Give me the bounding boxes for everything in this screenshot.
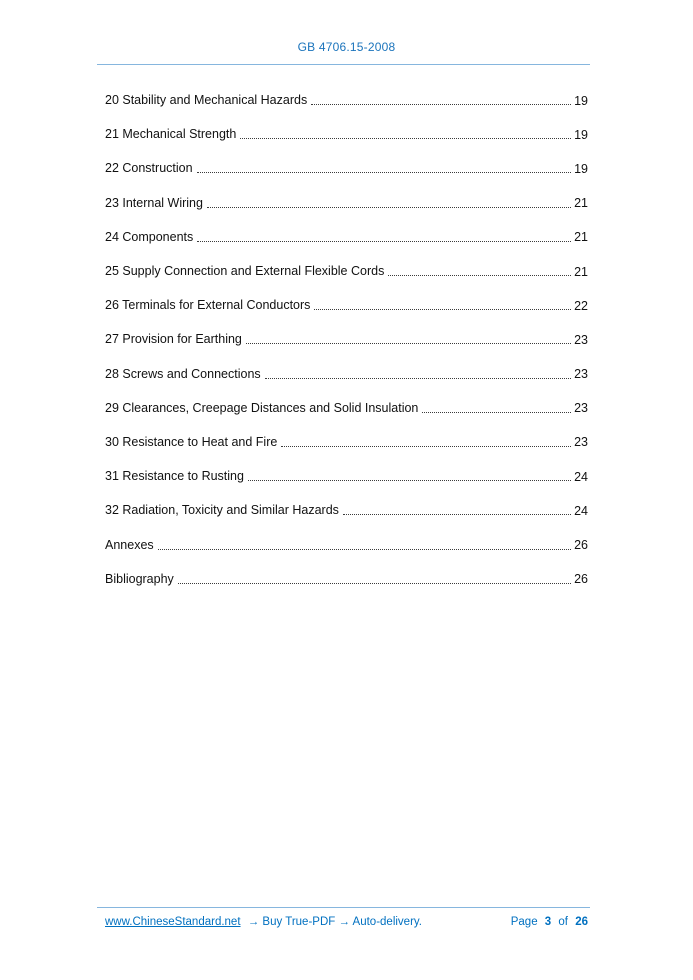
toc-entry-title: 24 Components: [105, 229, 194, 244]
toc-entry-title: 32 Radiation, Toxicity and Similar Hazards: [105, 503, 339, 518]
toc-entry-title: 23 Internal Wiring: [105, 195, 203, 210]
toc-entry-title: 29 Clearances, Creepage Distances and Solid Insulation: [105, 400, 419, 415]
page-total: 26: [575, 916, 588, 928]
toc-entry-title: 25 Supply Connection and External Flexible Cords: [105, 264, 385, 279]
toc-entry-title: Bibliography: [105, 571, 174, 586]
toc-entry-page: 22: [574, 298, 588, 313]
toc-entry-page: 23: [574, 401, 588, 416]
header-divider: [97, 64, 590, 65]
toc-entry-page: 21: [574, 196, 588, 211]
toc-entry-32: [105, 493, 588, 527]
toc-entry-page: 23: [574, 435, 588, 450]
dot-leader: [388, 275, 571, 276]
toc-entry-22: [105, 151, 588, 185]
toc-entry-title: 27 Provision for Earthing: [105, 332, 242, 347]
footer-tagline: [105, 916, 422, 928]
table-of-contents: [105, 83, 588, 596]
page-current: 3: [544, 916, 552, 928]
footer-tagline-text: → Buy True-PDF → Auto-delivery.: [247, 916, 422, 928]
toc-entry-23: [105, 186, 588, 220]
dot-leader: [158, 549, 571, 550]
toc-entry-29: [105, 391, 588, 425]
dot-leader: [197, 241, 571, 242]
dot-leader: [197, 172, 572, 173]
toc-entry-page: 23: [574, 367, 588, 382]
toc-entry-21: [105, 117, 588, 151]
toc-entry-title: 28 Screws and Connections: [105, 366, 261, 381]
toc-entry-page: 21: [574, 264, 588, 279]
dot-leader: [343, 514, 571, 515]
page-label: Page: [510, 916, 538, 928]
toc-entry-page: 19: [574, 161, 588, 176]
toc-entry-page: 21: [574, 230, 588, 245]
toc-entry-30: [105, 425, 588, 459]
toc-entry-bibliography: [105, 562, 588, 596]
dot-leader: [246, 343, 571, 344]
toc-entry-page: 23: [574, 332, 588, 347]
of-label: of: [558, 916, 568, 928]
toc-entry-27: [105, 322, 588, 356]
toc-entry-page: 19: [574, 127, 588, 142]
toc-entry-24: [105, 220, 588, 254]
toc-entry-page: 24: [574, 503, 588, 518]
toc-entry-31: [105, 459, 588, 493]
toc-entry-page: 24: [574, 469, 588, 484]
toc-entry-20: [105, 83, 588, 117]
toc-entry-title: 31 Resistance to Rusting: [105, 469, 244, 484]
dot-leader: [178, 583, 571, 584]
dot-leader: [311, 104, 571, 105]
dot-leader: [422, 412, 571, 413]
toc-entry-25: [105, 254, 588, 288]
toc-entry-title: 20 Stability and Mechanical Hazards: [105, 93, 308, 108]
toc-entry-annexes: [105, 527, 588, 561]
document-header-title: GB 4706.15-2008: [297, 40, 396, 54]
dot-leader: [240, 138, 571, 139]
toc-entry-28: [105, 357, 588, 391]
toc-entry-26: [105, 288, 588, 322]
toc-entry-title: Annexes: [105, 537, 154, 552]
website-link[interactable]: www.ChineseStandard.net: [105, 916, 241, 928]
dot-leader: [207, 207, 571, 208]
toc-entry-title: 30 Resistance to Heat and Fire: [105, 434, 278, 449]
dot-leader: [265, 378, 571, 379]
toc-entry-title: 26 Terminals for External Conductors: [105, 298, 311, 313]
page-footer: [105, 916, 588, 928]
toc-entry-title: 21 Mechanical Strength: [105, 127, 237, 142]
footer-divider: [97, 907, 590, 908]
dot-leader: [248, 480, 571, 481]
toc-entry-page: 26: [574, 538, 588, 553]
dot-leader: [314, 309, 571, 310]
dot-leader: [281, 446, 571, 447]
toc-entry-page: 19: [574, 93, 588, 108]
toc-entry-title: 22 Construction: [105, 161, 193, 176]
toc-entry-page: 26: [574, 572, 588, 587]
page-indicator: [511, 916, 588, 928]
